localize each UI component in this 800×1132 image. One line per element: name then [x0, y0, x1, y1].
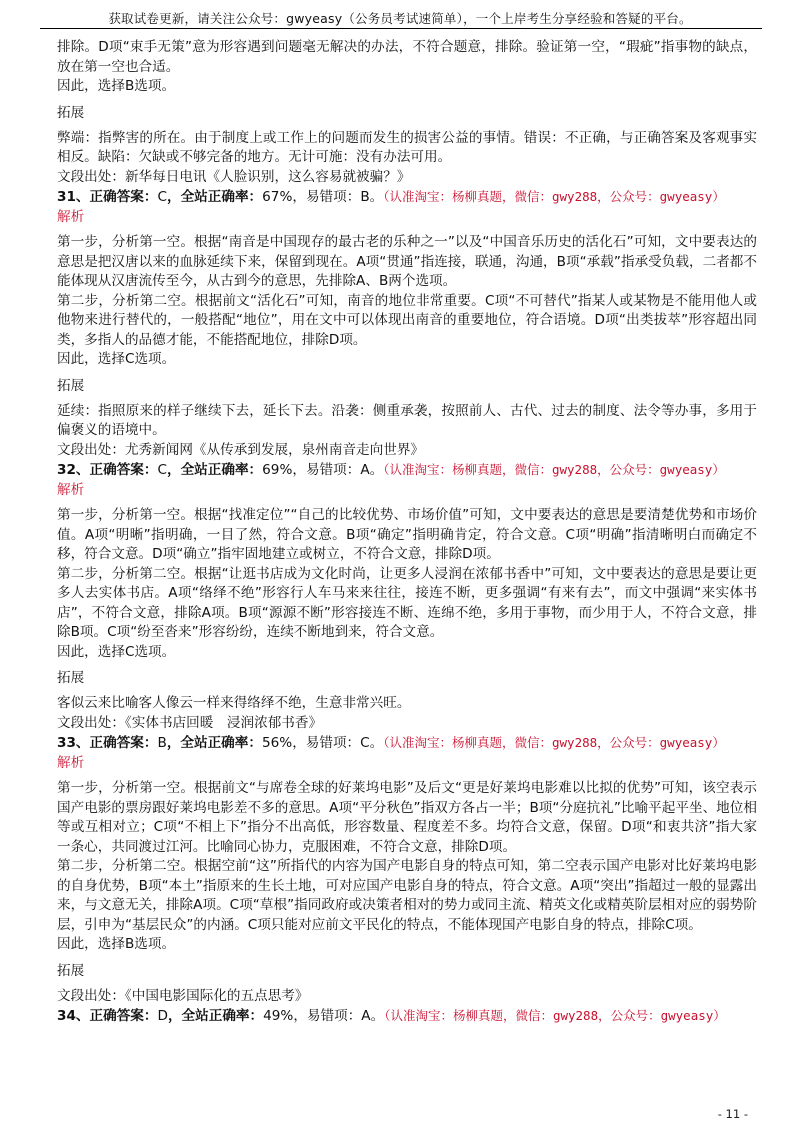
- q32-promo: （认准淘宝：杨柳真题，微信：gwy288，公众号：gwyeasy）: [383, 462, 725, 477]
- q30-expand-title: 拓展: [57, 104, 85, 121]
- q32-expand-text: 客似云来比喻客人像云一样来得络绎不绝，生意非常兴旺。: [57, 695, 411, 711]
- q33-step2: 第二步，分析第二空。根据空前“这”所指代的内容为国产电影自身的特点可知，第二空表示国产电影对比好莱坞电影的自身优势，B项“本土”指原来的生长土地，可对应国产电影自身的特点，符合文意。A项“突出”指超过一般的显露出来，与文意无关，排除A项。C项“草根”指同政府或决策者相对的势力或同主流、精英文化或精英阶层相对应的弱势阶层，引申为“基层民众”的内涵。C项只能对应前文平民化的特点，不能体现国产电影自身的特点，排除C项。: [57, 858, 757, 933]
- q33-expand-title: 拓展: [57, 962, 85, 979]
- q30-conclusion: 因此，选择B选项。: [57, 78, 176, 94]
- q32-source: 文段出处：《实体书店回暖 浸润浓郁书香》: [57, 714, 323, 731]
- header-divider: [40, 28, 762, 29]
- q31-expand-title: 拓展: [57, 377, 85, 394]
- page-number: - 11 -: [717, 1107, 748, 1121]
- q33-promo: （认准淘宝：杨柳真题，微信：gwy288，公众号：gwyeasy）: [383, 735, 725, 750]
- q31-source: 文段出处：尤秀新闻网《从传承到发展，泉州南音走向世界》: [57, 441, 425, 458]
- page-header: 获取试卷更新，请关注公众号：gwyeasy（公务员考试速简单），一个上岸考生分享经验和答疑的平台。: [108, 11, 692, 26]
- q33-answer-line: 33、正确答案：B，全站正确率：56%，易错项：C。（认准淘宝：杨柳真题，微信：gwy288，公众号：gwyeasy）: [57, 735, 725, 751]
- q32-answer-line: 32、正确答案：C，全站正确率：69%，易错项：A。（认准淘宝：杨柳真题，微信：gwy288，公众号：gwyeasy）: [57, 462, 725, 478]
- q30-paragraph: 排除。D项“束手无策”意为形容遇到问题毫无解决的办法，不符合题意，排除。验证第一空，“瑕疵”指事物的缺点，放在第一空也合适。: [57, 39, 757, 75]
- q31-conclusion: 因此，选择C选项。: [57, 351, 176, 367]
- q34-promo: （认准淘宝：杨柳真题，微信：gwy288，公众号：gwyeasy）: [384, 1008, 726, 1023]
- q31-analysis-title: 解析: [57, 209, 85, 225]
- q33-analysis-title: 解析: [57, 755, 85, 771]
- q30-expand-text: 弊端：指弊害的所在。由于制度上或工作上的问题而发生的损害公益的事情。错误：不正确，与正确答案及客观事实相反。缺陷：欠缺或不够完备的地方。无计可施：没有办法可用。: [57, 129, 757, 165]
- page-content: [57, 38, 757, 1026]
- q31-answer-line: 31、正确答案：C，全站正确率：67%，易错项：B。（认准淘宝：杨柳真题，微信：gwy288，公众号：gwyeasy）: [57, 189, 725, 205]
- q31-step2: 第二步，分析第二空。根据前文“活化石”可知，南音的地位非常重要。C项“不可替代”指某人或某物是不能用他人或他物来进行替代的，一般搭配“地位”，用在文中可以体现出南音的重要地位，符合语境。D项“出类拔萃”形容超出同类，多指人的品德才能，不能搭配地位，排除D项。: [57, 292, 757, 348]
- q32-step1: 第一步，分析第一空。根据“找准定位”“自己的比较优势、市场价值”可知，文中要表达的意思是要清楚优势和市场价值。A项“明晰”指明确，一目了然，符合文意。B项“确定”指明确肯定，符合文意。C项“明确”指清晰明白而确定不移，符合文意。D项“确立”指牢固地建立或树立，不符合文意，排除D项。: [57, 507, 757, 562]
- q32-expand-title: 拓展: [57, 670, 85, 686]
- q31-expand-text: 延续：指照原来的样子继续下去，延长下去。沿袭：侧重承袭，按照前人、古代、过去的制度、法令等办事，多用于偏褒义的语境中。: [57, 402, 757, 438]
- q33-step1: 第一步，分析第一空。根据前文“与席卷全球的好莱坞电影”及后文“更是好莱坞电影难以比拟的优势”可知，该空表示国产电影的票房跟好莱坞电影差不多的意思。A项“平分秋色”指双方各占一半；B项“分庭抗礼”比喻平起平坐、地位相等或互相对立；C项“不相上下”指分不出高低，形容数量、程度差不多。均符合文意，保留。D项“和衷共济”指大家一条心，共同渡过江河。比喻同心协力，克服困难，不符合文意，排除D项。: [57, 780, 757, 855]
- q31-promo: （认准淘宝：杨柳真题，微信：gwy288，公众号：gwyeasy）: [383, 189, 725, 204]
- q32-analysis-title: 解析: [57, 482, 85, 498]
- q34-answer-line: 34、正确答案：D，全站正确率：49%，易错项：A。（认准淘宝：杨柳真题，微信：gwy288，公众号：gwyeasy）: [57, 1008, 726, 1024]
- q31-step1: 第一步，分析第一空。根据“南音是中国现存的最古老的乐种之一”以及“中国音乐历史的活化石”可知，文中要表达的意思是把汉唐以来的血脉延续下来，保留到现在。A项“贯通”指连接，联通，沟通，B项“承载”指承受负载，二者都不能体现从汉唐流传至今，从古到今的意思，先排除A、B两个选项。: [57, 234, 757, 289]
- q33-source: 文段出处：《中国电影国际化的五点思考》: [57, 987, 309, 1004]
- q33-conclusion: 因此，选择B选项。: [57, 936, 176, 952]
- q32-conclusion: 因此，选择C选项。: [57, 643, 176, 660]
- q32-step2: 第二步，分析第二空。根据“让逛书店成为文化时尚，让更多人浸润在浓郁书香中”可知，文中要表达的意思是要让更多人去实体书店。A项“络绎不绝”形容行人车马来来往往，接连不断，更多强调“有来有去”，而文中强调“来实体书店”，不符合文意，排除A项。B项“源源不断”形容接连不断、连绵不绝，多用于事物，而少用于人，不符合文意，排除B项。C项“纷至沓来”形容纷纷，连续不断地到来，符合文意。: [57, 565, 757, 640]
- q30-source: 文段出处：新华每日电讯《人脸识别，这么容易就被骗？》: [57, 168, 411, 185]
